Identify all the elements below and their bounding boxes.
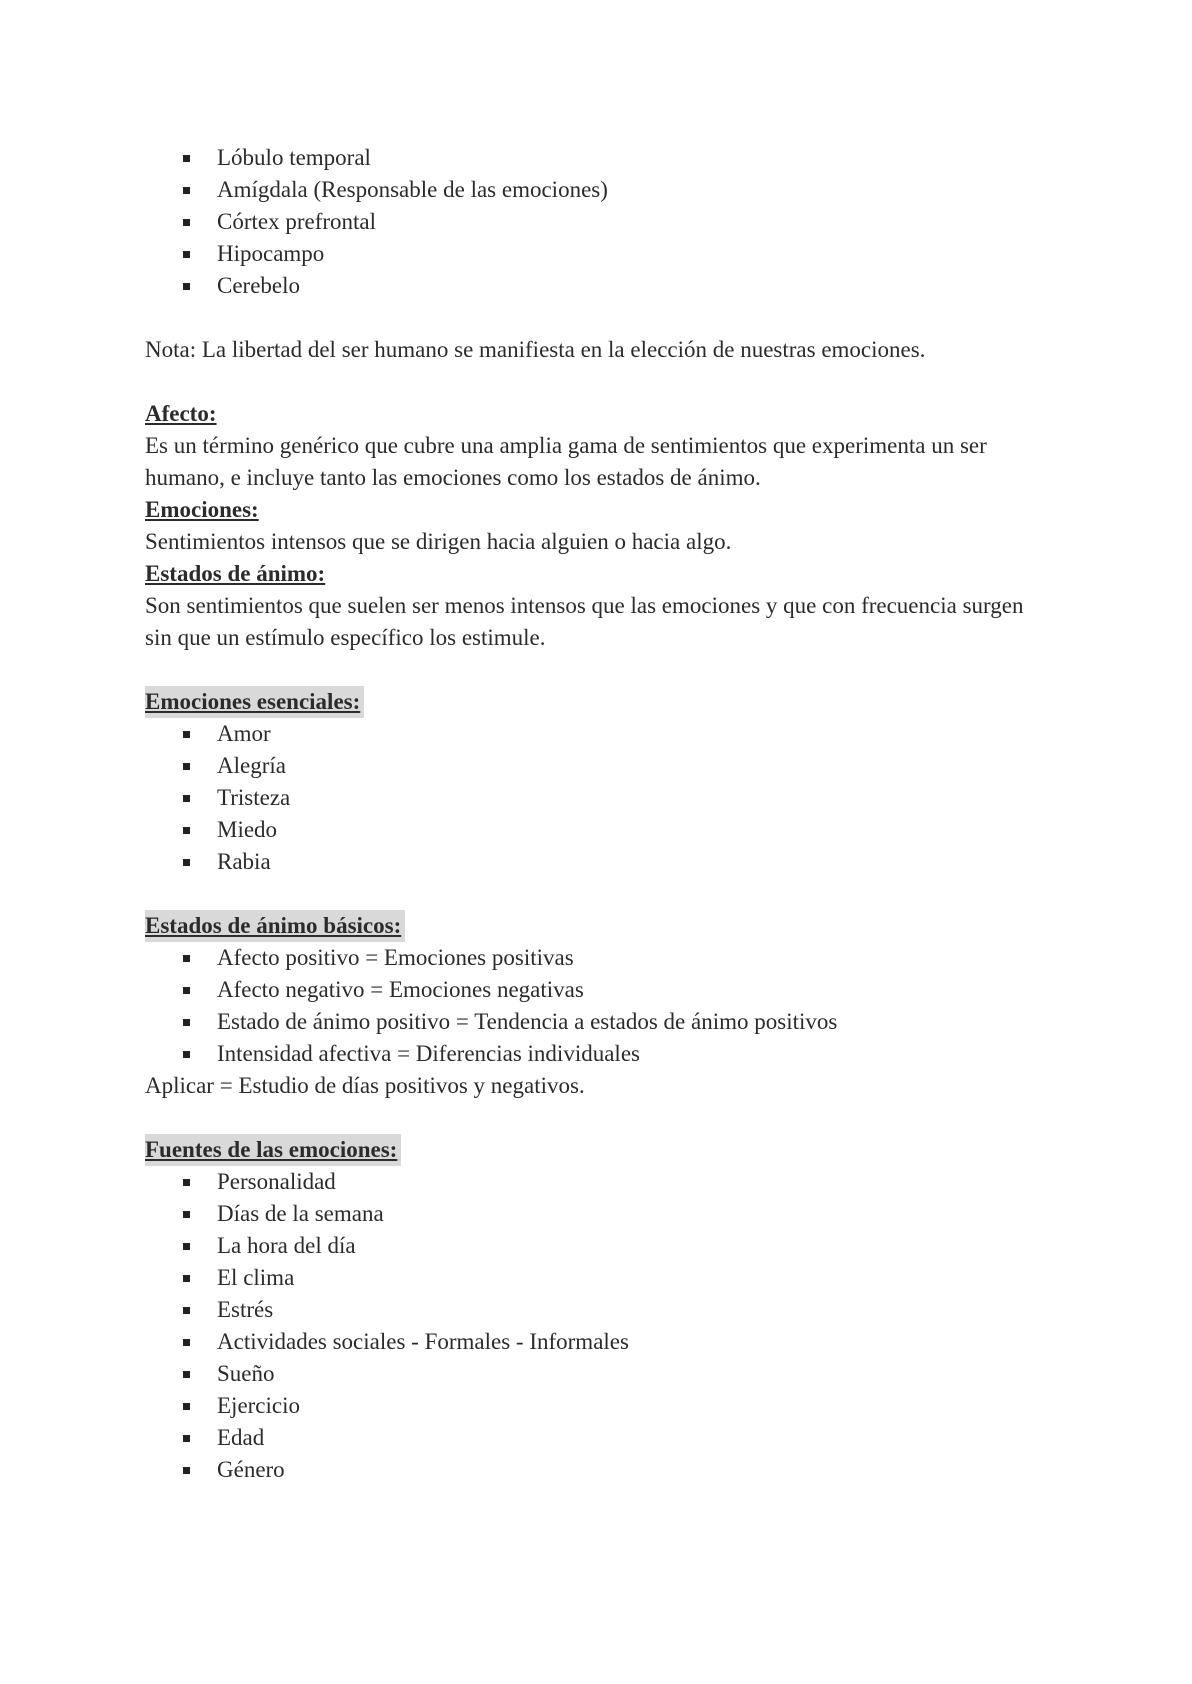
bullet-icon bbox=[183, 1339, 190, 1346]
estados-basicos-footer: Aplicar = Estudio de días positivos y negativos. bbox=[145, 1073, 585, 1098]
list-item bbox=[145, 1390, 1045, 1422]
list-item bbox=[145, 174, 1045, 206]
bullet-icon bbox=[183, 283, 190, 290]
bullet-icon bbox=[183, 155, 190, 162]
bullet-icon bbox=[183, 987, 190, 994]
bullet-icon bbox=[183, 1435, 190, 1442]
list-item bbox=[145, 1454, 1045, 1486]
bullet-icon bbox=[183, 251, 190, 258]
list-item-text: Amor bbox=[217, 721, 271, 746]
bullet-icon bbox=[183, 795, 190, 802]
afecto-heading: Afecto: bbox=[145, 401, 217, 426]
list-item bbox=[145, 270, 1045, 302]
list-item-text: Estrés bbox=[217, 1297, 274, 1322]
list-item-text: Lóbulo temporal bbox=[217, 145, 371, 170]
estados-basicos-list bbox=[145, 942, 1045, 1070]
emociones-heading: Emociones: bbox=[145, 497, 259, 522]
estados-heading: Estados de ánimo: bbox=[145, 561, 326, 586]
list-item bbox=[145, 142, 1045, 174]
list-item-text: Tristeza bbox=[217, 785, 291, 810]
bullet-icon bbox=[183, 859, 190, 866]
list-item-text: Córtex prefrontal bbox=[217, 209, 377, 234]
list-item bbox=[145, 1198, 1045, 1230]
estados-basicos-heading: Estados de ánimo básicos: bbox=[145, 910, 405, 942]
list-item-text: Hipocampo bbox=[217, 241, 325, 266]
list-item bbox=[145, 974, 1045, 1006]
list-item bbox=[145, 238, 1045, 270]
bullet-icon bbox=[183, 763, 190, 770]
list-item-text: Miedo bbox=[217, 817, 278, 842]
document-page bbox=[145, 142, 1045, 1486]
afecto-text: Es un término genérico que cubre una amplia gama de sentimientos que experimenta un ser humano, e incluye tanto las emociones como los estados de ánimo. bbox=[145, 433, 987, 490]
list-item-text: Intensidad afectiva = Diferencias individuales bbox=[217, 1041, 640, 1066]
list-item bbox=[145, 1358, 1045, 1390]
list-item-text: Alegría bbox=[217, 753, 286, 778]
list-item bbox=[145, 782, 1045, 814]
list-item-text: El clima bbox=[217, 1265, 295, 1290]
list-item-text: Cerebelo bbox=[217, 273, 301, 298]
estados-text: Son sentimientos que suelen ser menos intensos que las emociones y que con frecuencia surgen sin que un estímulo específico los estimule. bbox=[145, 593, 1024, 650]
list-item-text: Ejercicio bbox=[217, 1393, 301, 1418]
list-item bbox=[145, 1166, 1045, 1198]
bullet-icon bbox=[183, 219, 190, 226]
bullet-icon bbox=[183, 1371, 190, 1378]
emociones-basicas-list bbox=[145, 718, 1045, 878]
list-item bbox=[145, 1038, 1045, 1070]
list-item-text: Amígdala (Responsable de las emociones) bbox=[217, 177, 608, 202]
emociones-text: Sentimientos intensos que se dirigen hacia alguien o hacia algo. bbox=[145, 529, 732, 554]
list-item bbox=[145, 942, 1045, 974]
bullet-icon bbox=[183, 1179, 190, 1186]
list-item-text: Afecto positivo = Emociones positivas bbox=[217, 945, 574, 970]
list-item bbox=[145, 1326, 1045, 1358]
bullet-icon bbox=[183, 1243, 190, 1250]
brain-regions-list bbox=[145, 142, 1045, 302]
note-paragraph: Nota: La libertad del ser humano se manifiesta en la elección de nuestras emociones. bbox=[145, 337, 926, 362]
bullet-icon bbox=[183, 827, 190, 834]
list-item bbox=[145, 206, 1045, 238]
list-item bbox=[145, 1294, 1045, 1326]
list-item-text: Estado de ánimo positivo = Tendencia a estados de ánimo positivos bbox=[217, 1009, 838, 1034]
fuentes-heading: Fuentes de las emociones: bbox=[145, 1134, 401, 1166]
list-item-text: Género bbox=[217, 1457, 285, 1482]
list-item bbox=[145, 846, 1045, 878]
list-item-text: Actividades sociales - Formales - Informales bbox=[217, 1329, 629, 1354]
bullet-icon bbox=[183, 1307, 190, 1314]
emociones-basicas-heading: Emociones esenciales: bbox=[145, 686, 364, 718]
list-item-text: Días de la semana bbox=[217, 1201, 384, 1226]
list-item bbox=[145, 750, 1045, 782]
bullet-icon bbox=[183, 1051, 190, 1058]
list-item-text: Afecto negativo = Emociones negativas bbox=[217, 977, 584, 1002]
list-item-text: Sueño bbox=[217, 1361, 275, 1386]
list-item-text: Edad bbox=[217, 1425, 265, 1450]
bullet-icon bbox=[183, 955, 190, 962]
list-item bbox=[145, 814, 1045, 846]
list-item-text: Personalidad bbox=[217, 1169, 336, 1194]
bullet-icon bbox=[183, 1211, 190, 1218]
list-item bbox=[145, 718, 1045, 750]
list-item-text: Rabia bbox=[217, 849, 271, 874]
bullet-icon bbox=[183, 731, 190, 738]
fuentes-list bbox=[145, 1166, 1045, 1486]
list-item bbox=[145, 1422, 1045, 1454]
bullet-icon bbox=[183, 187, 190, 194]
bullet-icon bbox=[183, 1467, 190, 1474]
list-item-text: La hora del día bbox=[217, 1233, 356, 1258]
bullet-icon bbox=[183, 1019, 190, 1026]
list-item bbox=[145, 1262, 1045, 1294]
bullet-icon bbox=[183, 1403, 190, 1410]
list-item bbox=[145, 1230, 1045, 1262]
bullet-icon bbox=[183, 1275, 190, 1282]
list-item bbox=[145, 1006, 1045, 1038]
